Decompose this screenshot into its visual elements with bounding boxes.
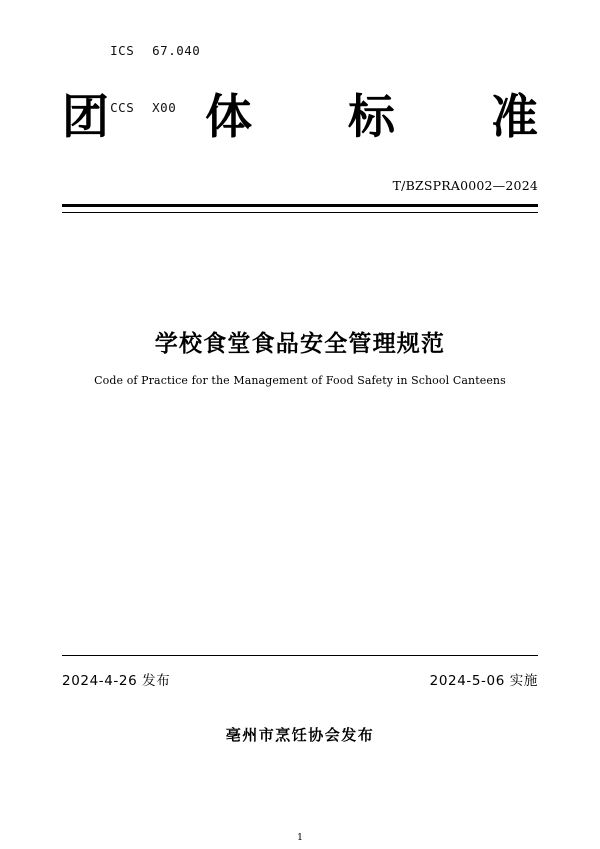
ics-code-row [62, 22, 200, 79]
divider-thick [62, 204, 538, 207]
standard-number: T/BZSPRA0002—2024 [392, 178, 538, 193]
banner-title [62, 90, 538, 146]
page-number: 1 [296, 832, 304, 843]
implementation-date: 2024-5-06 实施 [429, 673, 538, 689]
ccs-label: CCS [110, 100, 135, 115]
ics-value: 67.040 [152, 43, 201, 58]
banner-char-2: 体 [205, 90, 252, 145]
banner-char-4: 准 [491, 90, 538, 145]
ccs-value: X00 [152, 100, 177, 115]
publisher-name: 亳州市烹饪协会发布 [225, 726, 375, 744]
document-title-chinese: 学校食堂食品安全管理规范 [154, 331, 446, 357]
ics-label: ICS [110, 43, 135, 58]
banner-char-3: 标 [348, 90, 395, 145]
footer-divider [62, 655, 538, 656]
banner-char-1: 团 [62, 90, 109, 145]
divider-thin [62, 212, 538, 213]
issue-date: 2024-4-26 发布 [62, 673, 171, 689]
document-title-english: Code of Practice for the Management of Food Safety in School Canteens [94, 374, 506, 387]
